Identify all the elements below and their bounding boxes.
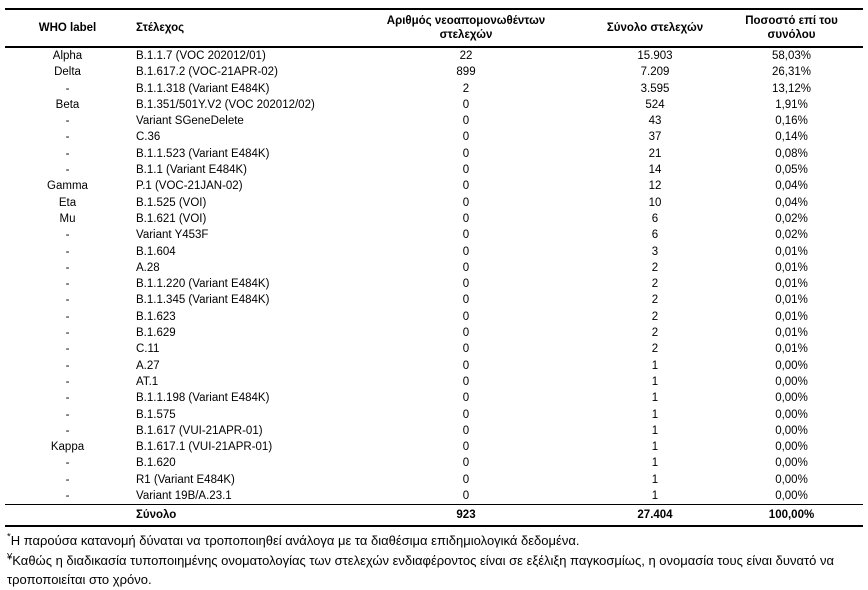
cell-percentage: 0,01% [775,245,808,258]
table-row [5,195,863,211]
cell-new-isolates: 0 [462,147,470,160]
cell-total-strains: 1 [651,359,659,372]
column-header-strain: Στέλεχος [130,9,342,47]
table-row [5,162,863,178]
cell-total-strains: 1 [651,392,659,405]
cell-new-isolates: 0 [462,343,470,356]
cell-percentage: 0,16% [775,115,808,128]
cell-who-label: - [65,261,70,274]
cell-who-label: - [65,147,70,160]
table-row [5,276,863,292]
column-header-new-isolates-label: Αριθμός νεοαπομονωθέντων στελεχών [386,15,546,41]
cell-new-isolates: 0 [462,424,470,437]
cell-who-label: - [65,359,70,372]
table-row [5,390,863,406]
cell-percentage: 0,02% [775,229,808,242]
cell-strain: B.1.620 [136,457,176,470]
table-row [5,423,863,439]
table-footer [5,505,863,527]
cell-strain: Variant 19B/A.23.1 [136,490,232,503]
cell-strain: B.1.604 [136,245,176,258]
cell-total-strains: 2 [651,261,659,274]
cell-percentage: 0,01% [775,327,808,340]
cell-who-label: Gamma [47,180,88,193]
column-header-total-strains: Σύνολο στελεχών [590,9,720,47]
cell-percentage: 0,01% [775,343,808,356]
column-header-who-label: WHO label [5,9,130,47]
cell-new-isolates: 0 [462,490,470,503]
cell-new-isolates: 0 [462,212,470,225]
table-row [5,178,863,194]
table-row [5,211,863,227]
cell-total-strains: 2 [651,310,659,323]
cell-total-strains: 43 [648,115,662,128]
cell-strain: B.1.1 (Variant E484K) [136,164,248,177]
table-row [5,358,863,374]
cell-who-label: - [65,164,70,177]
table-row [5,260,863,276]
table-row [5,47,863,64]
cell-strain: B.1.525 (VOI) [136,196,207,209]
cell-strain: B.1.1.220 (Variant E484K) [136,278,270,291]
column-header-new-isolates [342,9,590,47]
cell-new-isolates: 0 [462,131,470,144]
table-row [5,455,863,471]
footnote-2-marker: ¥ [7,551,13,563]
cell-who-label: - [65,294,70,307]
cell-total-strains: 2 [651,278,659,291]
cell-new-isolates: 0 [462,392,470,405]
table-header [5,9,863,47]
table-row [5,488,863,505]
cell-strain: B.1.623 [136,310,176,323]
cell-new-isolates: 0 [462,164,470,177]
footnotes [5,531,863,590]
cell-new-isolates: 0 [462,359,470,372]
cell-who-label: - [65,392,70,405]
footnote-1 [7,531,863,551]
cell-who-label: Mu [59,212,76,225]
table-row [5,407,863,423]
cell-percentage: 0,05% [775,164,808,177]
table-row [5,309,863,325]
cell-percentage: 0,04% [775,180,808,193]
cell-total-strains: 12 [648,180,662,193]
cell-percentage: 0,01% [775,278,808,291]
cell-percentage: 0,00% [775,408,808,421]
cell-strain: P.1 (VOC-21JAN-02) [136,180,243,193]
cell-percentage: 58,03% [771,50,811,62]
cell-new-isolates: 0 [462,278,470,291]
cell-strain: B.1.575 [136,408,176,421]
cell-total-strains: 6 [651,229,659,242]
cell-percentage: 0,00% [775,441,808,454]
cell-strain: B.1.1.198 (Variant E484K) [136,392,270,405]
cell-new-isolates: 0 [462,441,470,454]
table-row [5,97,863,113]
cell-new-isolates: 0 [462,408,470,421]
cell-who-label: - [65,424,70,437]
cell-total-strains: 3 [651,245,659,258]
total-row-label: Σύνολο [130,505,342,527]
cell-total-strains: 15.903 [637,50,673,62]
table-row [5,64,863,80]
cell-strain: A.28 [136,261,160,274]
table-row [5,129,863,145]
cell-strain: C.11 [136,343,160,356]
cell-who-label: - [65,82,70,95]
cell-total-strains: 6 [651,212,659,225]
cell-percentage: 0,01% [775,310,808,323]
cell-who-label: Delta [54,66,81,79]
cell-who-label: - [65,310,70,323]
table-row [5,374,863,390]
cell-who-label: - [65,375,70,388]
variant-distribution-table [5,8,863,527]
table-row [5,113,863,129]
cell-percentage: 0,01% [775,261,808,274]
cell-who-label: - [65,115,70,128]
cell-percentage: 0,00% [775,392,808,405]
cell-new-isolates: 0 [462,245,470,258]
cell-new-isolates: 0 [462,327,470,340]
cell-total-strains: 2 [651,294,659,307]
cell-new-isolates: 0 [462,196,470,209]
cell-total-strains: 524 [645,98,665,111]
cell-total-strains: 7.209 [640,66,670,79]
cell-strain: Variant Y453F [136,229,209,242]
footnote-2-text: Καθώς η διαδικασία τυποποιημένης ονοματολογίας των στελεχών ενδιαφέροντος είναι σε εξέλιξη παγκοσμίως, η ονομασία τους είναι δυνατό να τροποποιείται στο χρόνο. [7,552,835,588]
cell-total-strains: 14 [648,164,662,177]
cell-new-isolates: 0 [462,375,470,388]
cell-strain: C.36 [136,131,161,144]
cell-strain: B.1.617 (VUI-21APR-01) [136,424,263,437]
cell-who-label: - [65,131,70,144]
cell-new-isolates: 0 [462,261,470,274]
cell-strain: B.1.617.2 (VOC-21APR-02) [136,66,278,79]
header-row [5,9,863,47]
cell-total-strains: 3.595 [640,82,670,95]
table-row [5,292,863,308]
table-row [5,472,863,488]
cell-who-label: Beta [55,98,80,111]
cell-new-isolates: 0 [462,457,470,470]
cell-percentage: 0,14% [775,131,808,144]
cell-total-strains: 1 [651,375,659,388]
cell-new-isolates: 0 [462,115,470,128]
cell-percentage: 0,00% [775,375,808,388]
cell-total-strains: 2 [651,343,659,356]
cell-total-strains: 21 [648,147,662,160]
cell-percentage: 0,00% [775,473,808,486]
cell-total-strains: 10 [648,196,662,209]
cell-strain: B.1.1.318 (Variant E484K) [136,82,270,95]
cell-strain: B.1.1.523 (Variant E484K) [136,147,270,160]
cell-strain: AT.1 [136,375,159,388]
column-header-percentage [720,9,863,47]
cell-total-strains: 1 [651,490,659,503]
cell-total-strains: 1 [651,473,659,486]
table-row [5,227,863,243]
cell-strain: B.1.621 (VOI) [136,212,207,225]
cell-new-isolates: 0 [462,310,470,323]
footnote-1-marker: * [7,531,11,543]
cell-strain: B.1.1.7 (VOC 202012/01) [136,50,266,62]
cell-new-isolates: 0 [462,229,470,242]
cell-who-label: - [65,473,70,486]
cell-total-strains: 1 [651,441,659,454]
cell-who-label: - [65,343,70,356]
cell-who-label: Eta [58,196,77,209]
cell-strain: B.1.1.345 (Variant E484K) [136,294,270,307]
cell-who-label: - [65,278,70,291]
cell-new-isolates: 0 [462,294,470,307]
table-row [5,244,863,260]
cell-percentage: 0,00% [775,424,808,437]
cell-percentage: 0,01% [775,294,808,307]
footnote-1-text: Η παρούσα κατανομή δύναται να τροποποιηθεί ανάλογα με τα διαθέσιμα επιδημιολογικά δεδομένα. [10,533,580,549]
cell-total-strains: 1 [651,424,659,437]
table-row [5,341,863,357]
cell-who-label: - [65,327,70,340]
cell-strain: Variant SGeneDelete [136,115,244,128]
footnote-2 [7,551,863,590]
cell-percentage: 0,00% [775,457,808,470]
cell-strain: B.1.351/501Y.V2 (VOC 202012/02) [136,98,315,111]
cell-who-label: - [65,229,70,242]
cell-percentage: 13,12% [771,82,811,95]
cell-strain: B.1.629 [136,327,176,340]
column-header-percentage-label: Ποσοστό επί του συνόλου [745,15,838,41]
cell-total-strains: 37 [648,131,662,144]
cell-total-strains: 2 [651,327,659,340]
table-row [5,146,863,162]
cell-new-isolates: 2 [462,82,470,95]
cell-percentage: 0,00% [775,490,808,503]
cell-who-label: Kappa [50,441,85,454]
cell-percentage: 0,02% [775,212,808,225]
cell-new-isolates: 899 [456,66,476,79]
cell-who-label: - [65,408,70,421]
cell-total-strains: 1 [651,408,659,421]
cell-total-strains: 1 [651,457,659,470]
cell-percentage: 0,00% [775,359,808,372]
total-row-total-strains: 27.404 [590,505,720,527]
table-row [5,325,863,341]
cell-strain: A.27 [136,359,160,372]
cell-new-isolates: 0 [462,473,470,486]
total-row-new-isolates: 923 [342,505,590,527]
cell-who-label: - [65,490,70,503]
table-row [5,81,863,97]
cell-strain: B.1.617.1 (VUI-21APR-01) [136,441,273,454]
cell-new-isolates: 0 [462,98,470,111]
cell-percentage: 0,08% [775,147,808,160]
cell-percentage: 0,04% [775,196,808,209]
table-row [5,439,863,455]
cell-who-label: Alpha [52,50,83,62]
cell-new-isolates: 0 [462,180,470,193]
cell-percentage: 1,91% [775,98,808,111]
total-row [5,505,863,527]
cell-new-isolates: 22 [459,50,473,62]
total-row-percentage: 100,00% [720,505,863,527]
cell-who-label: - [65,245,70,258]
total-row-who-cell [5,505,130,527]
table-body [5,47,863,505]
cell-who-label: - [65,457,70,470]
cell-percentage: 26,31% [771,66,811,79]
cell-strain: R1 (Variant E484K) [136,473,235,486]
